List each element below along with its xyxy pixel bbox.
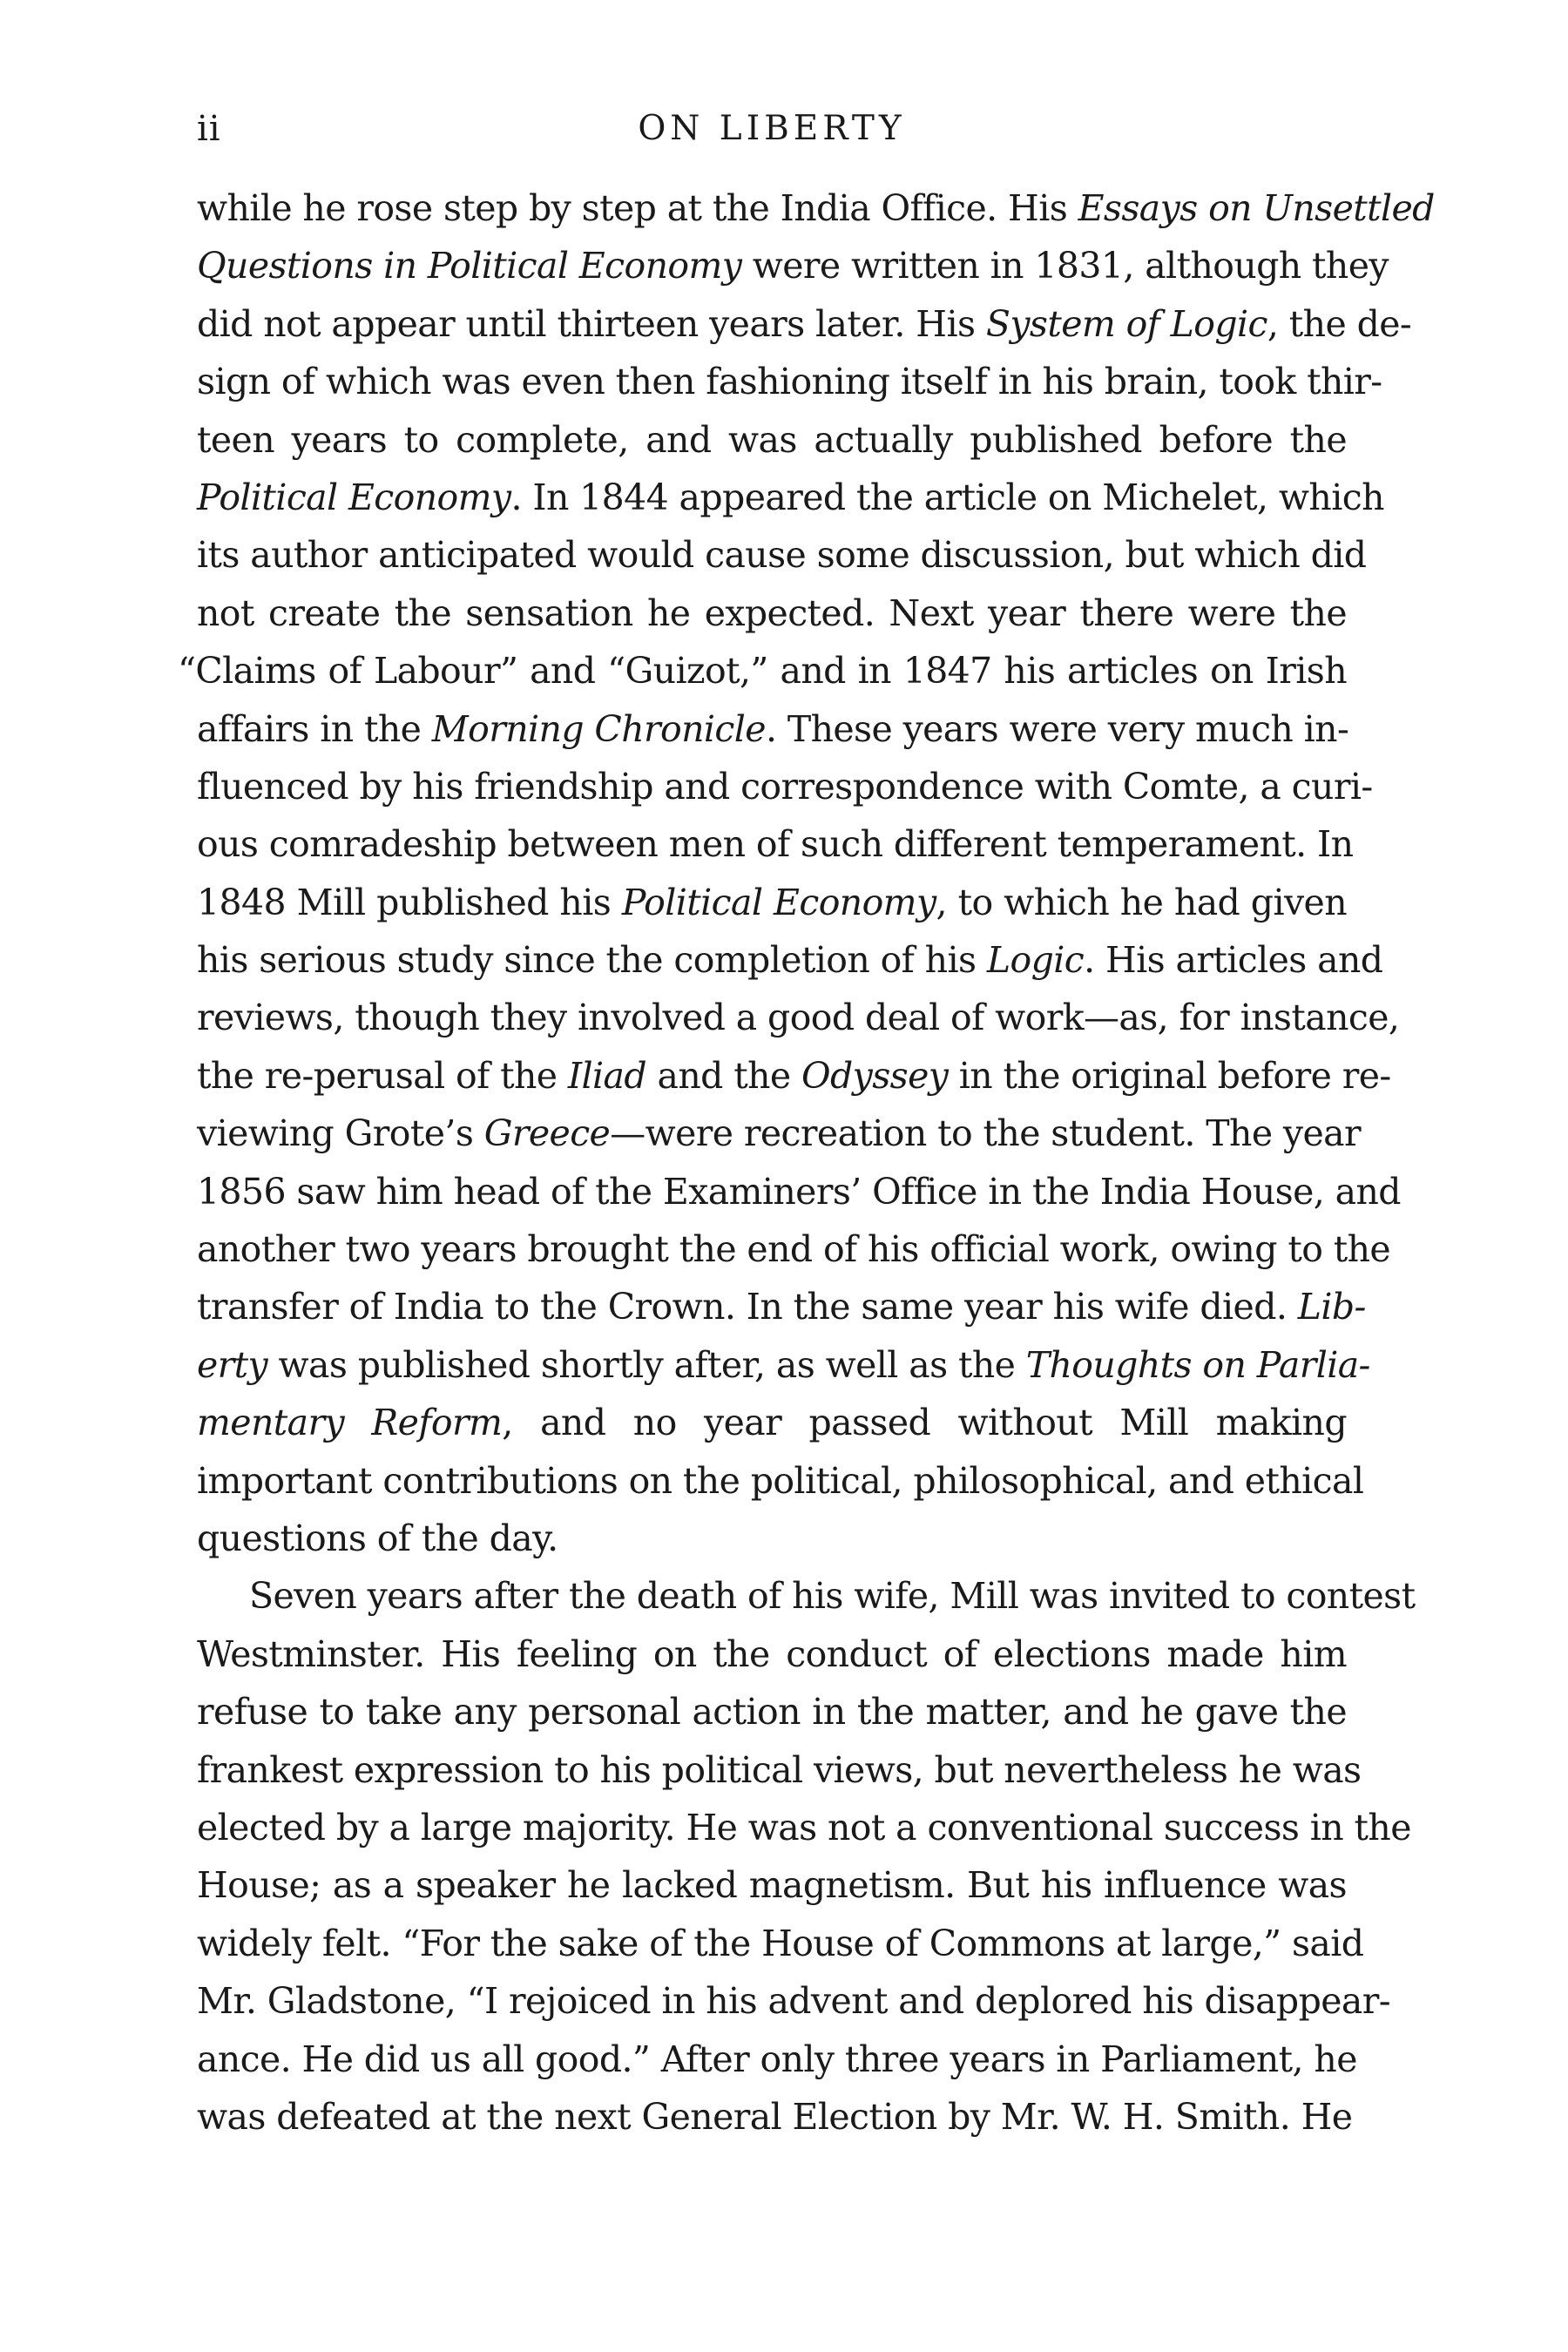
italic-title: mentary Reform [197, 1402, 503, 1444]
text-run: his serious study since the completion of his [197, 939, 987, 982]
italic-title: Thoughts on Parlia- [1025, 1343, 1370, 1386]
text-line [197, 526, 1367, 584]
text-run: important contributions on the political, philosophical, and ethical [197, 1459, 1364, 1502]
text-run: House; as a speaker he lacked magnetism. But his influence was [197, 1864, 1347, 1907]
italic-title: Lib- [1297, 1286, 1366, 1328]
text-run: fluenced by his friendship and correspondence with Comte, a curi- [197, 765, 1373, 808]
text-line [197, 2031, 1357, 2088]
text-run: . These years were very much in- [765, 707, 1349, 750]
italic-title: Political Economy [621, 881, 936, 923]
text-line [197, 1683, 1347, 1740]
italic-title: Morning Chronicle [431, 707, 766, 750]
text-run: , the de- [1267, 302, 1412, 345]
text-run: ance. He did us all good.” After only three years in Parliament, he [197, 2038, 1357, 2080]
text-line [197, 469, 1384, 526]
text-line [197, 353, 1382, 410]
text-run: “Claims of Labour” and “Guizot,” and in 1847 his articles on Irish [178, 650, 1347, 693]
text-run: was defeated at the next General Election by Mr. W. H. Smith. He [197, 2095, 1353, 2138]
text-line [197, 1278, 1366, 1335]
text-line [197, 1047, 1391, 1105]
text-run: the re-perusal of the [197, 1054, 568, 1097]
text-run: teen years to complete, and was actually published before the [197, 418, 1347, 461]
text-line [197, 1105, 1361, 1162]
text-run: sign of which was even then fashioning itself in his brain, took thir- [197, 361, 1382, 403]
italic-title: Logic [986, 939, 1085, 982]
text-line [197, 585, 1347, 642]
text-line [197, 1336, 1370, 1394]
italic-title: Odyssey [801, 1054, 949, 1097]
text-run: was published shortly after, as well as the [267, 1343, 1026, 1386]
running-header [197, 103, 1347, 155]
text-run: Westminster. His feeling on the conduct of elections made him [197, 1632, 1347, 1675]
text-line [197, 1741, 1362, 1799]
text-line [197, 931, 1383, 989]
text-line [197, 411, 1347, 469]
italic-title: Greece [483, 1112, 611, 1155]
text-run: Mr. Gladstone, “I rejoiced in his advent and deplored his disappear- [197, 1980, 1390, 2023]
text-run: Seven years after the death of his wife, Mill was invited to contest [249, 1575, 1416, 1618]
text-line [197, 758, 1373, 815]
italic-title: Political Economy [197, 476, 511, 518]
text-line [197, 874, 1347, 931]
text-line [197, 2088, 1353, 2146]
text-line [197, 1625, 1347, 1683]
italic-title: Essays on Unsettled [1078, 187, 1435, 229]
text-run: while he rose step by step at the India Office. His [197, 187, 1078, 229]
text-run: , and no year passed without Mill making [502, 1402, 1347, 1444]
text-line [197, 1510, 1347, 1567]
italic-title: System of Logic [985, 302, 1267, 345]
text-line [197, 179, 1435, 237]
text-line [197, 1915, 1364, 1972]
text-line [197, 989, 1400, 1046]
text-line [197, 1799, 1411, 1856]
text-run: viewing Grote’s [197, 1112, 484, 1155]
italic-title: Iliad [567, 1054, 647, 1097]
text-line [197, 1972, 1390, 2030]
text-line [197, 1394, 1347, 1451]
running-title: ON LIBERTY [638, 109, 906, 148]
text-run: did not appear until thirteen years later. His [197, 302, 986, 345]
text-line [197, 1163, 1401, 1220]
body-text [178, 179, 1435, 2146]
text-run: refuse to take any personal action in the matter, and he gave the [197, 1691, 1347, 1734]
text-line [178, 642, 1347, 700]
text-run: were written in 1831, although they [741, 245, 1389, 287]
text-line [197, 1452, 1364, 1510]
text-run: affairs in the [197, 707, 432, 750]
text-run: reviews, though they involved a good deal of work—as, for instance, [197, 997, 1400, 1039]
text-run: not create the sensation he expected. Next year there were the [197, 591, 1347, 634]
text-run: another two years brought the end of his official work, owing to the [197, 1228, 1391, 1271]
text-run: ous comradeship between men of such different temperament. In [197, 823, 1354, 866]
page-number: ii [197, 109, 221, 149]
text-run: —were recreation to the student. The year [610, 1112, 1361, 1155]
text-run: transfer of India to the Crown. In the same year his wife died. [197, 1286, 1298, 1328]
text-line [197, 295, 1412, 353]
text-line [197, 1856, 1347, 1914]
text-line [197, 700, 1347, 758]
text-run: its author anticipated would cause some discussion, but which did [197, 534, 1367, 577]
text-line [197, 237, 1389, 294]
text-run: 1848 Mill published his [197, 881, 622, 923]
text-run: questions of the day. [197, 1517, 558, 1559]
text-run: , to which he had given [936, 881, 1348, 923]
text-line [197, 1567, 1416, 1625]
text-run: . In 1844 appeared the article on Michelet, which [510, 476, 1384, 518]
text-run: frankest expression to his political views, but nevertheless he was [197, 1748, 1362, 1791]
text-run: and the [646, 1054, 801, 1097]
text-line [197, 815, 1354, 873]
text-run: widely felt. “For the sake of the House of Commons at large,” said [197, 1922, 1364, 1964]
text-run: in the original before re- [948, 1054, 1391, 1097]
text-run: 1856 saw him head of the Examiners’ Office in the India House, and [197, 1170, 1401, 1213]
text-run: elected by a large majority. He was not a conventional success in the [197, 1806, 1411, 1848]
italic-title: Questions in Political Economy [197, 245, 742, 287]
text-line [197, 1220, 1391, 1278]
text-run: . His articles and [1084, 939, 1383, 982]
italic-title: erty [197, 1343, 268, 1386]
